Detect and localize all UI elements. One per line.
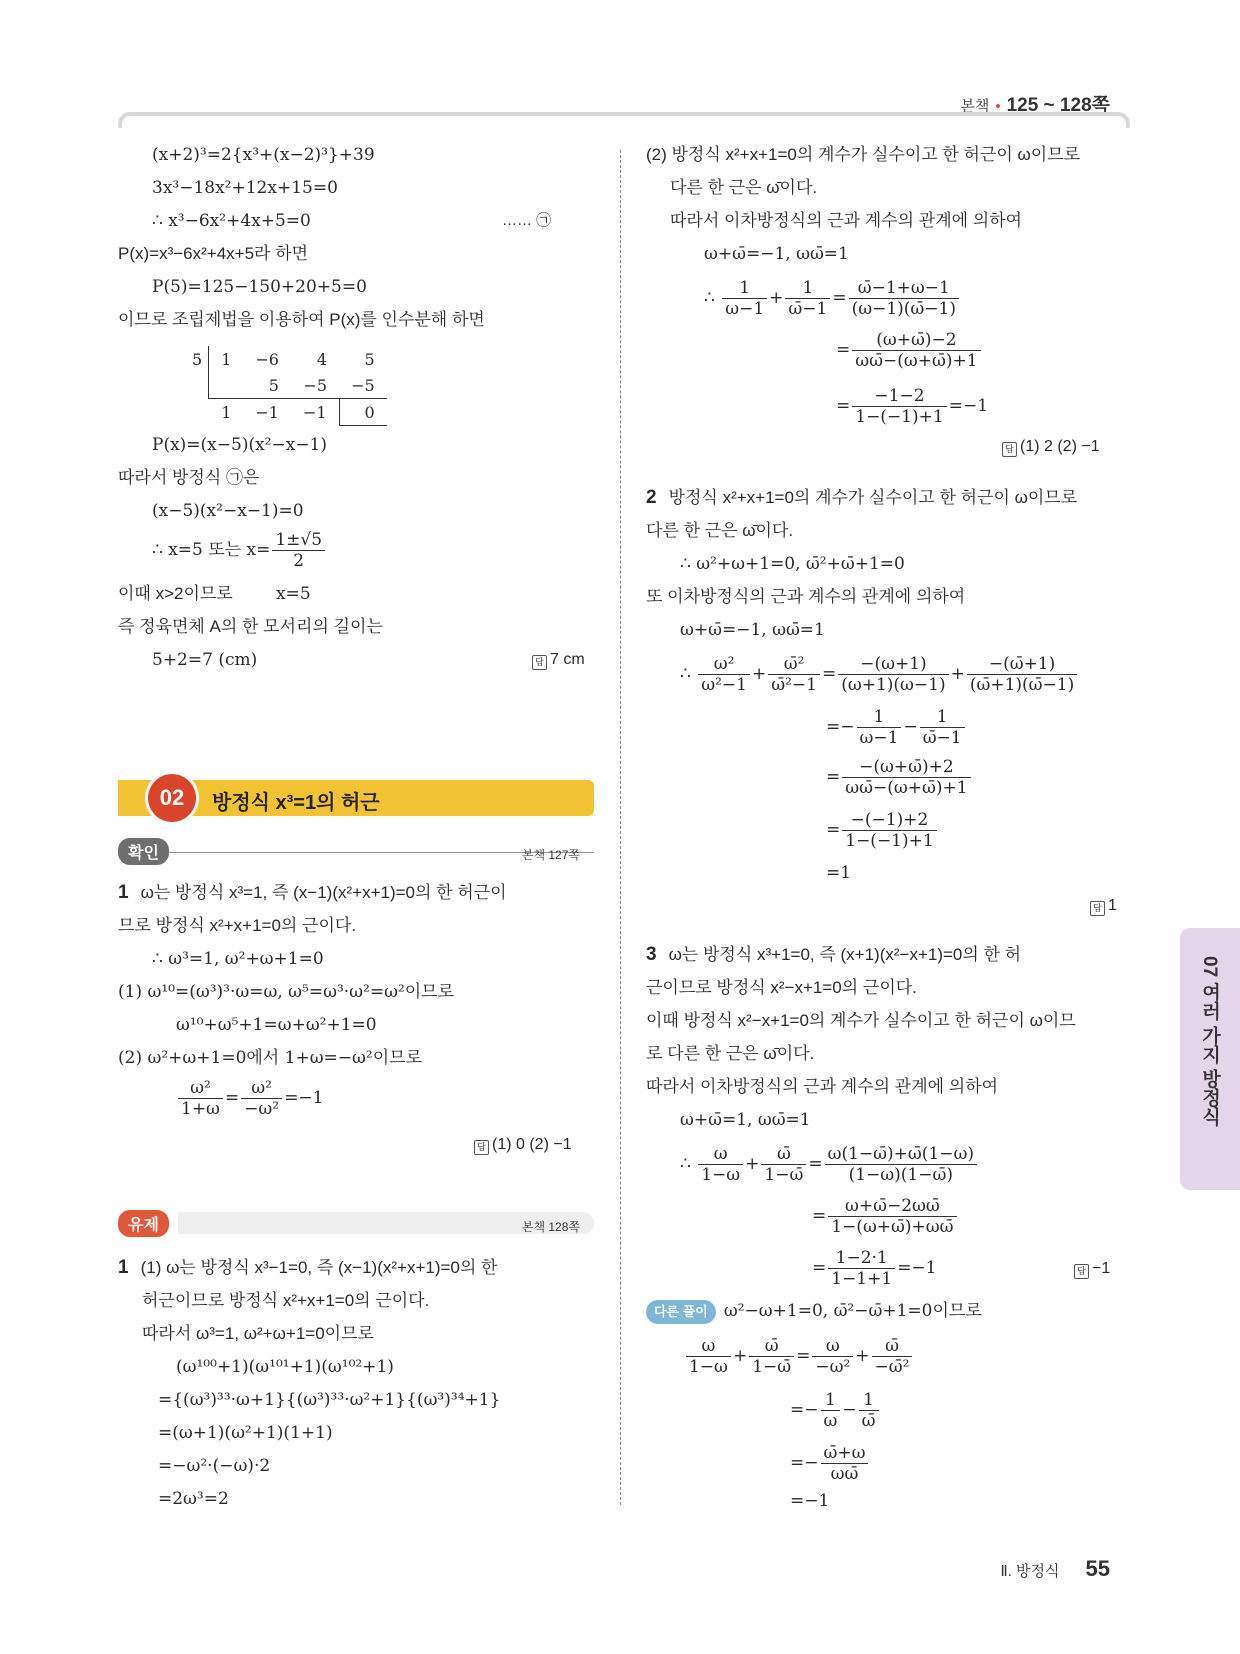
eq-line: ={(ω³)³³·ω+1}{(ω³)³³·ω²+1}{(ω³)³⁴+1}	[158, 1390, 501, 1410]
numerator: ω̄²	[768, 654, 820, 675]
numerator: ω²	[178, 1078, 223, 1099]
confirm-ref: 본책 127쪽	[521, 848, 580, 862]
confirm-pill: 확인	[118, 838, 169, 865]
answer-icon: 답	[1090, 901, 1105, 916]
denominator: ω−1	[859, 728, 899, 748]
sd-cell: 5	[364, 349, 375, 369]
problem-text: 방정식 x²+x+1=0의 계수가 실수이고 한 허근이 ω이므로	[668, 488, 1078, 507]
problem-number: 1	[118, 882, 129, 903]
sd-cell: 1	[221, 402, 232, 422]
answer	[532, 649, 585, 671]
fraction	[686, 1336, 731, 1377]
section-number: 02	[148, 774, 196, 822]
chapter-tab-label: 07 여러 가지 방정식	[1199, 956, 1220, 1126]
eq-line: ∴ ω³=1, ω²+ω+1=0	[152, 949, 324, 969]
eq-line: ω+ω̄=−1, ωω̄=1	[680, 620, 825, 640]
eq-line: = $\frac{\omega+\omegā-2\omega\omegā}{1-(\omega+\omegā)+\omega\omegā}$	[812, 1196, 959, 1237]
answer-text: (1) 0 (2) −1	[492, 1136, 572, 1153]
numerator: 1±√5	[272, 530, 325, 551]
sd-cell: 1	[221, 349, 232, 369]
problem-text: ω는 방정식 x³=1, 즉 (x−1)(x²+x+1)=0의 한 허근이	[140, 883, 507, 902]
denominator: 1−ω	[689, 1357, 728, 1377]
numerator: ω(1−ω̄)+ω̄(1−ω)	[825, 1144, 977, 1165]
eq-line: = $\frac{-(-1)+2}{1-(-1)+1}$	[826, 810, 939, 851]
problem-text: ω는 방정식 x³+1=0, 즉 (x+1)(x²−x+1)=0의 한 허	[668, 945, 1022, 964]
eq-line: = $\frac{-(\omega+\omegā)+2}{\omega\omegā-(\omega+\omegā)+1}$	[826, 757, 973, 798]
numerator: ω̄	[749, 1336, 794, 1357]
fraction	[821, 1390, 841, 1431]
eq-line: =2ω³=2	[158, 1489, 229, 1509]
sd-cell: −1	[302, 402, 327, 422]
problem-number: 2	[646, 487, 657, 508]
fraction	[842, 810, 936, 851]
answer-icon: 답	[1002, 442, 1017, 457]
chapter-side-tab	[1180, 928, 1240, 1190]
denominator: 1−(−1)+1	[845, 831, 934, 851]
eq-line: P(x)=(x−5)(x²−x−1)	[152, 435, 328, 455]
eq-line: 5+2=7 (cm)	[152, 650, 258, 670]
fraction	[852, 330, 980, 371]
denominator: (ω̄+1)(ω̄−1)	[969, 675, 1075, 695]
problem-line	[646, 944, 1021, 966]
eq-line: ∴ $\frac{\text{ω²}}{\text{ω²−1}}$ + $\frac{\text{ω̄²}}{\text{ω̄²−1}}$ = $\frac{-(\omega+1)}{(\omega+1)(\omega-1)}$ + $\frac{-(\omegā+1)}{(\omegā+1)(\omegā-1)}$	[680, 654, 1079, 695]
sd-cell	[209, 372, 244, 399]
eq-tag: …… ㉠	[502, 212, 552, 229]
eq-line: =(ω+1)(ω²+1)(1+1)	[158, 1423, 333, 1443]
fraction	[768, 654, 820, 695]
eq-line: ω+ω̄=−1, ωω̄=1	[704, 244, 849, 264]
fraction	[842, 757, 970, 798]
eq-line: = $\frac{(\omega+\omegā)-2}{\omega\omegā-(\omega+\omegā)+1}$	[836, 330, 983, 371]
sd-cell: −5	[339, 372, 387, 399]
problem-number: 3	[646, 944, 657, 965]
denominator: −ω²	[244, 1099, 280, 1119]
text-line: 따라서 방정식 ㉠은	[118, 468, 260, 487]
eq-text: =−1	[284, 1088, 324, 1108]
header-dot: •	[995, 98, 1001, 115]
header-page-range: 125 ~ 128쪽	[1006, 95, 1110, 116]
eq-line: =1	[826, 863, 852, 883]
header-rule	[118, 112, 1130, 128]
numerator: ω̄	[872, 1336, 913, 1357]
denominator: (ω+1)(ω−1)	[841, 675, 946, 695]
denominator: (1−ω)(1−ω̄)	[848, 1165, 953, 1185]
denominator: (ω−1)(ω̄−1)	[851, 299, 956, 319]
numerator: 1	[859, 1390, 879, 1411]
fraction	[698, 1144, 743, 1185]
eq-line: 3x³−18x²+12x+15=0	[152, 178, 338, 198]
fraction	[812, 1336, 853, 1377]
denominator: 1−(ω+ω̄)+ωω̄	[831, 1217, 954, 1237]
eq-line: = $\frac{-1-2}{1-(-1)+1}$ =−1	[836, 386, 989, 427]
text-line: 다른 한 근은 ω̄이다.	[670, 178, 818, 197]
sd-cell: −1	[255, 402, 279, 422]
fraction	[698, 654, 750, 695]
answer-text: (1) 2 (2) −1	[1020, 438, 1100, 455]
header-book-label: 본책	[960, 98, 990, 115]
page-number: 55	[1085, 1556, 1110, 1581]
problem-line	[646, 487, 1077, 509]
numerator: ω̄	[761, 1144, 806, 1165]
numerator: ω²	[698, 654, 750, 675]
numerator: −(ω+ω̄)+2	[842, 757, 970, 778]
eq-text: =−1	[948, 396, 989, 416]
numerator: −1−2	[852, 386, 946, 407]
numerator: 1	[857, 707, 902, 728]
text-line: 또 이차방정식의 근과 계수의 관계에 의하여	[646, 587, 966, 606]
footer-section: Ⅱ. 방정식	[1000, 1563, 1060, 1580]
answer-text: 7 cm	[550, 651, 585, 668]
alt-solution-pill: 다른 풀이	[646, 1300, 716, 1324]
answer-icon: 답	[1074, 1264, 1089, 1279]
eq-line: (x+2)³=2{x³+(x−2)³}+39	[152, 145, 375, 165]
column-divider	[620, 150, 621, 1505]
sd-cell: 5	[243, 372, 291, 399]
denominator: ωω̄−(ω+ω̄)+1	[845, 778, 968, 798]
text-line: 즉 정육면체 A의 한 모서리의 길이는	[118, 617, 383, 636]
numerator: (ω+ω̄)−2	[852, 330, 980, 351]
numerator: ω	[698, 1144, 743, 1165]
eq-line: ∴ x³−6x²+4x+5=0	[152, 211, 311, 231]
text-line: 따라서 이차방정식의 근과 계수의 관계에 의하여	[646, 1077, 999, 1096]
eq-line: (1) ω¹⁰=(ω³)³·ω=ω, ω⁵=ω³·ω²=ω²이므로	[118, 982, 455, 1002]
eq-text: =−1	[897, 1258, 937, 1278]
synthetic-division	[180, 346, 387, 426]
fraction	[825, 1144, 977, 1185]
denominator: 1−ω̄	[752, 1357, 792, 1377]
sd-cell: −6	[255, 349, 279, 369]
section-title: 방정식 x³=1의 허근	[212, 792, 380, 814]
text-line: 이때 x>2이므로	[118, 584, 233, 603]
fraction	[872, 1336, 913, 1377]
section-banner	[118, 780, 594, 816]
answer	[1090, 895, 1117, 917]
denominator: ωω̄−(ω+ω̄)+1	[855, 351, 978, 371]
answer-text: −1	[1092, 1260, 1111, 1277]
numerator: −(ω̄+1)	[967, 654, 1077, 675]
numerator: ω̄−1+ω−1	[849, 278, 959, 299]
confirm-header	[118, 838, 594, 866]
eq-line: ∴ $\frac{\omega}{1-\omega}$ + $\frac{\omegā}{1-\omegā}$ = $\frac{\omega(1-\omegā)+\omegā(1-\omega)}{(1-\omega)(1-\omegā)}$	[680, 1144, 979, 1185]
divisor: 5	[180, 346, 209, 372]
fraction	[857, 707, 902, 748]
similar-header	[118, 1210, 594, 1238]
numerator: −(−1)+2	[842, 810, 936, 831]
fraction	[722, 278, 767, 319]
eq-text: ∴ x=5 또는 x=	[152, 540, 271, 560]
denominator: −ω²	[815, 1357, 851, 1377]
text-line: 다른 한 근은 ω̄이다.	[646, 521, 794, 540]
text-line: 이므로 조립제법을 이용하여 P(x)를 인수분해 하면	[118, 310, 485, 329]
page-footer	[1000, 1556, 1110, 1582]
denominator: ωω̄	[830, 1464, 859, 1484]
text-line: 이때 방정식 x²−x+1=0의 계수가 실수이고 한 허근이 ω이므	[646, 1011, 1076, 1030]
text-line: P(x)=x³−6x²+4x+5라 하면	[118, 244, 309, 263]
eq-line: ∴ $\frac{1}{\omega-1}$ + $\frac{1}{\omegā-1}$ = $\frac{\omegā-1+\omega-1}{(\omega-1)(\omegā-1)}$	[704, 278, 961, 319]
eq-line: $\frac{\omega}{1-\omega}$ + $\frac{\omegā}{1-\omegā}$ = $\frac{\omega}{\text{−ω²}}$ + $\frac{\omegā}{\text{−ω̄²}}$	[684, 1336, 914, 1377]
eq-line	[152, 530, 327, 571]
numerator: ω	[812, 1336, 853, 1357]
eq-line: ω¹⁰+ω⁵+1=ω+ω²+1=0	[176, 1015, 377, 1035]
fraction	[828, 1196, 956, 1237]
text-line: 근이므로 방정식 x²−x+1=0의 근이다.	[646, 978, 917, 997]
sd-remainder: 0	[339, 399, 387, 426]
eq-line: P(5)=125−150+20+5=0	[152, 277, 367, 297]
eq-line: ∴ ω²+ω+1=0, ω̄²+ω̄+1=0	[680, 554, 905, 574]
denominator: ω̄	[861, 1411, 876, 1431]
answer-icon: 답	[474, 1140, 489, 1155]
similar-ref: 본책 128쪽	[521, 1220, 580, 1234]
fraction	[749, 1336, 794, 1377]
fraction	[967, 654, 1077, 695]
denominator: ω²−1	[701, 675, 747, 695]
problem-line	[118, 882, 507, 904]
text-line: (2) 방정식 x²+x+1=0의 계수가 실수이고 한 허근이 ω이므로	[646, 145, 1081, 164]
denominator: 1−(−1)+1	[855, 407, 944, 427]
answer-text: 1	[1108, 897, 1117, 914]
fraction	[761, 1144, 806, 1185]
denominator: −ω̄²	[874, 1357, 910, 1377]
fraction	[849, 278, 959, 319]
denominator: ω̄²−1	[771, 675, 817, 695]
answer	[474, 1134, 572, 1156]
denominator: ω̄−1	[922, 728, 962, 748]
eq-text: ω²−ω+1=0, ω̄²−ω̄+1=0이므로	[723, 1301, 982, 1321]
denominator: ω−1	[725, 299, 765, 319]
denominator: 1−1+1	[831, 1269, 893, 1289]
fraction	[272, 530, 325, 571]
eq-line: x=5	[276, 584, 311, 604]
eq-line: (ω¹⁰⁰+1)(ω¹⁰¹+1)(ω¹⁰²+1)	[176, 1357, 394, 1377]
fraction	[920, 707, 965, 748]
denominator: 1−ω̄	[764, 1165, 804, 1185]
eq-line: =− $\frac{1}{\omega}$ − $\frac{1}{\omegā}$	[790, 1390, 881, 1431]
eq-line: = $\frac{1-2\cdot 1}{1-1+1}$ =−1	[812, 1248, 937, 1289]
eq-line: =− $\frac{1}{\omega-1}$ − $\frac{1}{\omegā-1}$	[826, 707, 967, 748]
numerator: −(ω+1)	[838, 654, 948, 675]
sd-cell: 4	[316, 349, 328, 369]
answer-icon: 답	[532, 655, 547, 670]
eq-line: ω+ω̄=1, ωω̄=1	[680, 1110, 811, 1130]
text-line: 따라서 ω³=1, ω²+ω+1=0이므로	[142, 1324, 374, 1343]
numerator: 1	[821, 1390, 841, 1411]
text-line: 므로 방정식 x²+x+1=0의 근이다.	[118, 916, 357, 935]
denominator: ω	[823, 1411, 838, 1431]
sd-cell: −5	[291, 372, 339, 399]
problem-text: (1) ω는 방정식 x³−1=0, 즉 (x−1)(x²+x+1)=0의 한	[140, 1258, 498, 1277]
fraction	[859, 1390, 879, 1431]
denominator: 1−ω	[701, 1165, 741, 1185]
eq-line: (2) ω²+ω+1=0에서 1+ω=−ω²이므로	[118, 1048, 422, 1068]
similar-pill: 유제	[118, 1210, 169, 1237]
fraction	[241, 1078, 282, 1119]
numerator: 1	[722, 278, 767, 299]
answer	[1002, 436, 1100, 458]
fraction	[838, 654, 948, 695]
numerator: 1	[785, 278, 830, 299]
numerator: 1	[920, 707, 965, 728]
numerator: ω²	[241, 1078, 282, 1099]
text-line: 로 다른 한 근은 ω̄이다.	[646, 1044, 815, 1063]
fraction	[821, 1443, 869, 1484]
numerator: ω̄+ω	[821, 1443, 869, 1464]
fraction	[178, 1078, 223, 1119]
eq-line: (x−5)(x²−x−1)=0	[152, 501, 304, 521]
eq-line: =−1	[790, 1491, 830, 1511]
problem-number: 1	[118, 1257, 129, 1278]
fraction	[785, 278, 830, 319]
alt-solution-line	[646, 1300, 982, 1324]
denominator: 2	[293, 551, 305, 571]
text-line: 허근이므로 방정식 x²+x+1=0의 근이다.	[142, 1291, 430, 1310]
answer	[1074, 1258, 1110, 1280]
numerator: ω	[686, 1336, 731, 1357]
eq-line: =− $\frac{\omegā+\omega}{\omega\omegā}$	[790, 1443, 870, 1484]
fraction	[828, 1248, 895, 1289]
eq-line: =−ω²·(−ω)·2	[158, 1456, 271, 1476]
denominator: 1+ω	[181, 1099, 220, 1119]
problem-line	[118, 1257, 497, 1279]
eq-line: $\frac{\text{ω²}}{1+\omega}$ = $\frac{\text{ω²}}{\text{−ω²}}$ =−1	[176, 1078, 323, 1119]
numerator: ω+ω̄−2ωω̄	[828, 1196, 956, 1217]
denominator: ω̄−1	[788, 299, 828, 319]
fraction	[852, 386, 946, 427]
numerator: 1−2·1	[828, 1248, 895, 1269]
text-line: 따라서 이차방정식의 근과 계수의 관계에 의하여	[670, 211, 1023, 230]
